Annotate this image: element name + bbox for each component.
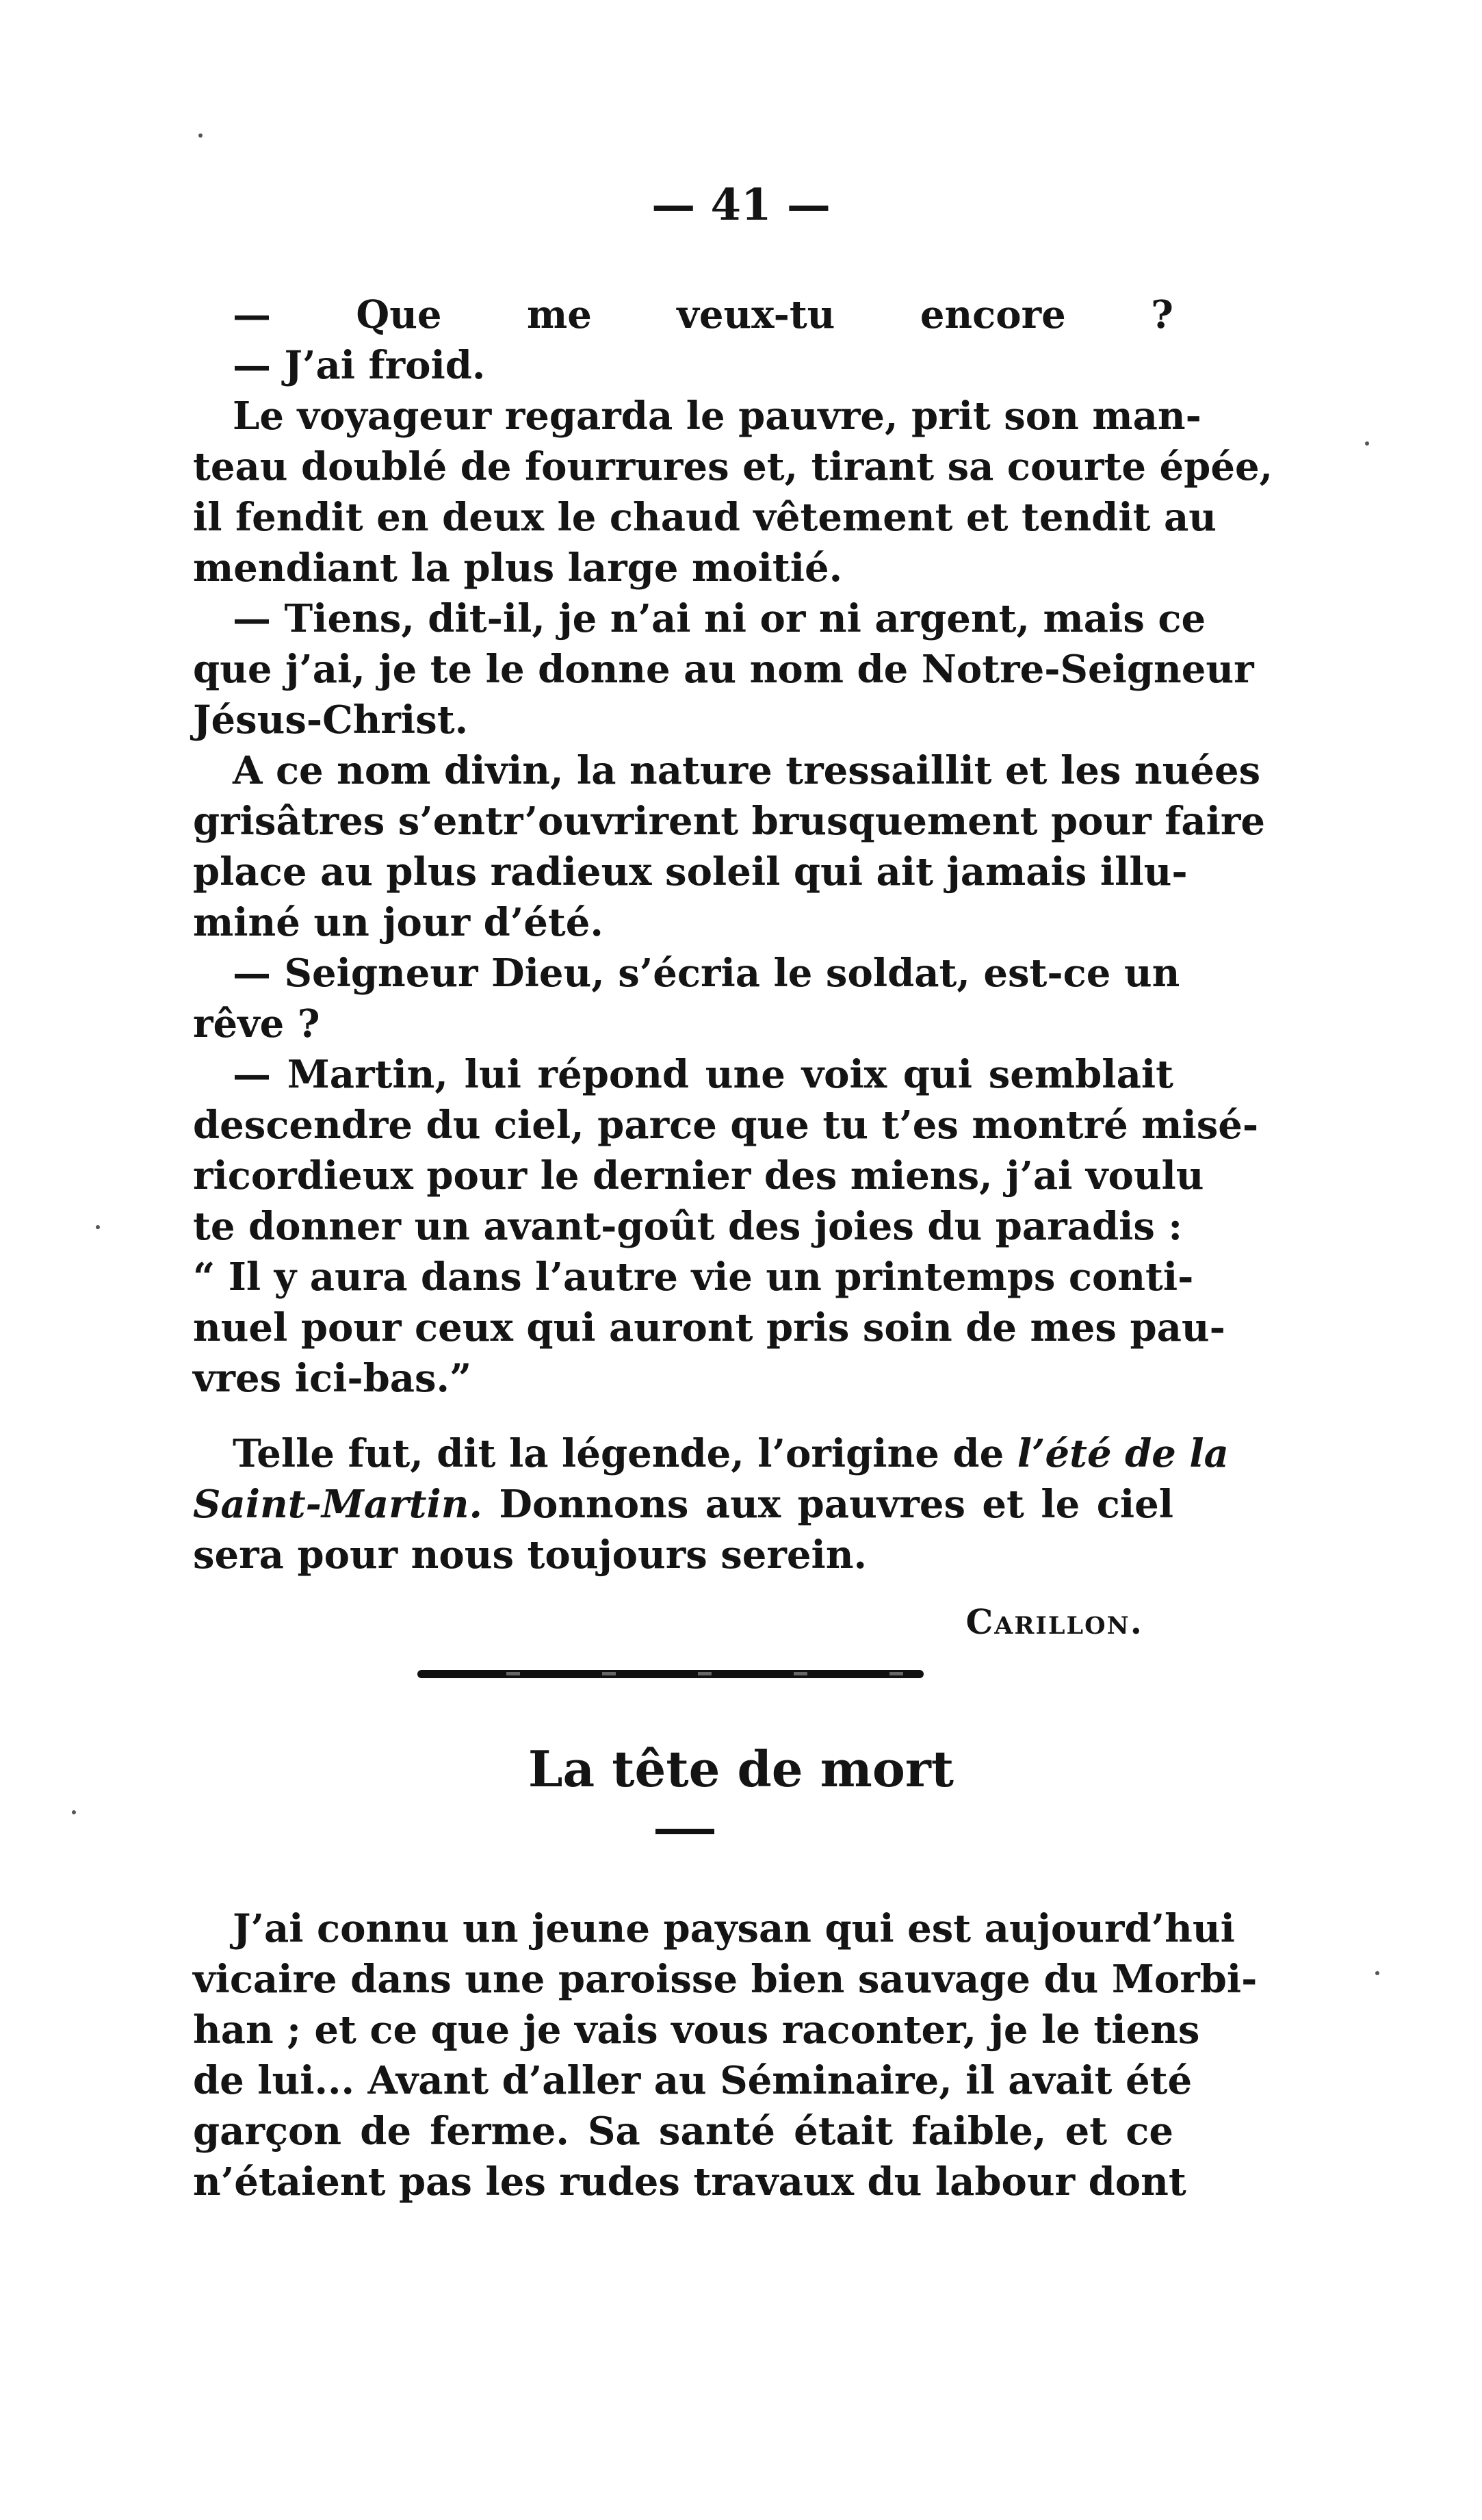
text-line: vicaire dans une paroisse bien sauvage du Morbi- — [193, 1957, 1258, 2002]
print-speck — [198, 133, 203, 138]
section-title: La tête de mort — [528, 1740, 954, 1798]
text-line: mendiant la plus large moitié. — [193, 545, 843, 591]
author-signature: Carillon. — [965, 1602, 1143, 1642]
text-line: n’étaient pas les rudes travaux du labour dont — [193, 2159, 1186, 2204]
legend-italic-1: l’été de la — [1017, 1431, 1229, 1476]
text-line: descendre du ciel, parce que tu t’es montré misé- — [193, 1103, 1259, 1148]
text-line: rêve ? — [193, 1001, 320, 1046]
print-speck — [1375, 1971, 1379, 1975]
ornamental-rule — [417, 1670, 924, 1678]
legend-text-a: Telle fut, dit la légende, l’origine de — [233, 1431, 1004, 1476]
legend-italic-2: Saint-Martin. — [193, 1482, 482, 1527]
text-line: garçon de ferme. Sa santé était faible, et ce — [193, 2109, 1173, 2154]
legend-line-1 — [233, 1431, 1229, 1476]
legend-line-3: sera pour nous toujours serein. — [193, 1532, 868, 1578]
text-line: vres ici-bas.” — [193, 1356, 472, 1401]
text-line: miné un jour d’été. — [193, 900, 603, 945]
print-speck — [96, 1225, 100, 1229]
page-number: — 41 — — [651, 179, 831, 231]
text-line: “ Il y aura dans l’autre vie un printemps conti- — [193, 1255, 1194, 1300]
text-line: teau doublé de fourrures et, tirant sa courte épée, — [193, 444, 1273, 489]
text-line: nuel pour ceux qui auront pris soin de mes pau- — [193, 1305, 1225, 1350]
text-line: — Tiens, dit-il, je n’ai ni or ni argent, mais ce — [233, 596, 1206, 641]
text-line: — Martin, lui répond une voix qui semblait — [233, 1052, 1173, 1097]
legend-line-2 — [193, 1482, 1173, 1527]
text-line: de lui... Avant d’aller au Séminaire, il avait été — [193, 2058, 1193, 2103]
text-line: — Seigneur Dieu, s’écria le soldat, est-ce un — [233, 951, 1180, 996]
text-line: grisâtres s’entr’ouvrirent brusquement pour faire — [193, 799, 1266, 844]
text-line: il fendit en deux le chaud vêtement et tendit au — [193, 495, 1217, 540]
legend-text-b: Donnons aux pauvres et le ciel — [499, 1482, 1173, 1527]
text-line: — Que me veux-tu encore ? — [233, 292, 1173, 337]
text-line: han ; et ce que je vais vous raconter, je le tiens — [193, 2007, 1200, 2053]
text-line: Le voyageur regarda le pauvre, prit son man- — [233, 394, 1201, 439]
text-line: J’ai connu un jeune paysan qui est aujourd’hui — [233, 1906, 1235, 1951]
print-speck — [72, 1810, 76, 1814]
text-line: A ce nom divin, la nature tressaillit et les nuées — [233, 748, 1261, 793]
text-line: place au plus radieux soleil qui ait jamais illu- — [193, 849, 1188, 895]
text-line: ricordieux pour le dernier des miens, j’ai voulu — [193, 1153, 1204, 1198]
text-line: — J’ai froid. — [233, 343, 486, 388]
print-speck — [1365, 441, 1369, 446]
text-line: Jésus-Christ. — [193, 697, 469, 743]
title-underline — [655, 1829, 714, 1834]
text-line: te donner un avant-goût des joies du paradis : — [193, 1204, 1183, 1249]
text-line: que j’ai, je te le donne au nom de Notre-Seigneur — [193, 647, 1254, 692]
